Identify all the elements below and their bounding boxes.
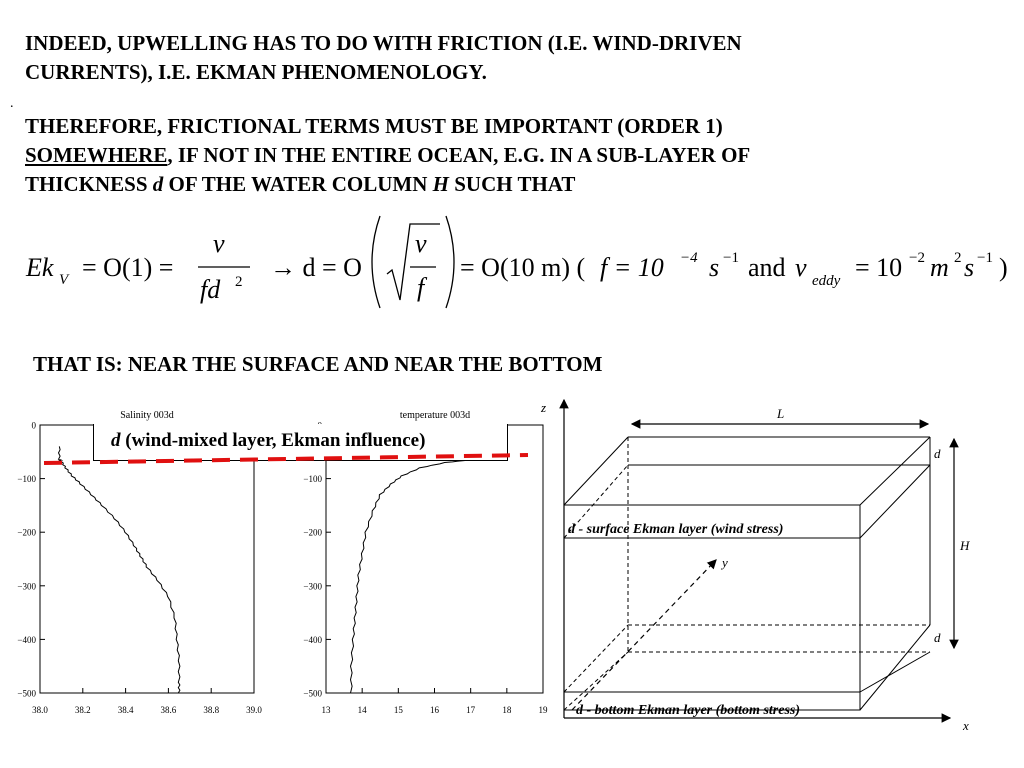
red-dashed-line <box>44 455 528 463</box>
f-exponent: −4 <box>680 250 698 266</box>
salinity-x-tick-label: 38.4 <box>117 705 134 715</box>
ekman-box-diagram <box>540 395 1024 740</box>
symbol-H: H <box>432 172 449 196</box>
temperature-x-tick-label: 15 <box>393 705 403 715</box>
y-axis <box>572 560 716 710</box>
temperature-x-tick-label: 17 <box>466 705 476 715</box>
mixed-layer-dashed-line <box>0 445 560 470</box>
salinity-y-tick-label: −100 <box>17 474 36 485</box>
sqrt-f: f <box>417 273 425 302</box>
temperature-x-tick-label: 18 <box>502 705 512 715</box>
salinity-x-tick-label: 39.0 <box>246 705 262 715</box>
line3-part-a: THICKNESS <box>25 172 153 196</box>
sqrt-sign <box>387 224 440 300</box>
symbol-d: d <box>152 172 164 196</box>
d-top-label: d <box>934 446 941 461</box>
H-label: H <box>960 538 970 553</box>
y-label: y <box>722 555 728 570</box>
fd-denominator: fd <box>200 275 221 304</box>
ten-exponent: −2 <box>909 250 925 266</box>
s-exponent: −1 <box>723 250 739 266</box>
closing-paren: ) <box>999 253 1008 282</box>
x-label: x <box>963 718 969 733</box>
salinity-x-tick-label: 38.2 <box>74 705 91 715</box>
z-label: z <box>541 400 547 415</box>
label-text: (wind-mixed layer, Ekman influence) <box>120 430 426 451</box>
temperature-x-tick-label: 19 <box>538 705 548 715</box>
label-d: d <box>111 430 121 451</box>
eq-order-one: = O(1) = <box>82 253 174 282</box>
eddy-subscript: eddy <box>812 273 841 289</box>
salinity-y-tick-label: −400 <box>17 634 36 645</box>
ekman-equation <box>0 210 1024 320</box>
paragraph-upwelling-line2: CURRENTS), I.E. EKMAN PHENOMENOLOGY. <box>25 60 487 84</box>
salinity-x-tick-label: 38.0 <box>32 705 48 715</box>
L-label: L <box>777 406 785 421</box>
temperature-title: temperature 003d <box>399 410 471 421</box>
ek-subscript: V <box>59 272 69 288</box>
nu-numerator: ν <box>213 229 225 258</box>
temperature-y-tick-label: −300 <box>303 581 322 592</box>
line3-part-b: OF THE WATER COLUMN <box>163 172 433 196</box>
square-exponent: 2 <box>235 274 243 290</box>
ek-symbol: Ek <box>26 253 54 282</box>
temperature-x-tick-label: 13 <box>321 705 331 715</box>
arrow-d-order: → d = O <box>270 253 362 282</box>
salinity-y-tick-label: −200 <box>17 527 36 538</box>
d-bottom-label: d <box>934 630 941 645</box>
salinity-profile-line <box>59 446 180 693</box>
nu-eddy: ν <box>795 253 807 282</box>
temperature-x-tick-label: 14 <box>357 705 367 715</box>
right-paren <box>446 216 454 308</box>
left-paren <box>372 216 380 308</box>
and-word: and <box>748 253 786 282</box>
temperature-y-tick-label: −100 <box>303 474 322 485</box>
paragraph-frictional-line2 <box>25 141 750 170</box>
temperature-y-tick-label: −400 <box>303 634 322 645</box>
eq-ten: = 10 <box>855 253 903 282</box>
bottom-ekman-label: d - bottom Ekman layer (bottom stress) <box>576 703 800 718</box>
temperature-y-tick-label: −500 <box>303 688 322 699</box>
s-unit-2: s <box>964 253 975 282</box>
paragraph-upwelling-line1: INDEED, UPWELLING HAS TO DO WITH FRICTION (I.E. WIND-DRIVEN <box>25 31 742 55</box>
salinity-y-tick-label: −300 <box>17 581 36 592</box>
sqrt-nu: ν <box>415 229 427 258</box>
paragraph-frictional-line3 <box>25 170 750 199</box>
line3-part-c: SUCH THAT <box>448 172 576 196</box>
m-exponent: 2 <box>954 250 962 266</box>
paragraph-frictional-terms <box>25 112 750 199</box>
line2-rest: , IF NOT IN THE ENTIRE OCEAN, E.G. IN A SUB-LAYER OF <box>167 143 751 167</box>
s-exponent-2: −1 <box>977 250 993 266</box>
salinity-y-tick-label: −500 <box>17 688 36 699</box>
s-unit: s <box>709 253 720 282</box>
stray-mark: . <box>10 96 14 111</box>
salinity-x-tick-label: 38.8 <box>203 705 220 715</box>
eq-order-ten: = O(10 m) ( <box>460 253 586 282</box>
paragraph-upwelling <box>25 29 742 87</box>
near-surface-bottom: THAT IS: NEAR THE SURFACE AND NEAR THE BOTTOM <box>33 352 603 376</box>
somewhere-underlined: SOMEWHERE <box>25 143 168 167</box>
f-equals: f = 10 <box>600 253 664 282</box>
salinity-title: Salinity 003d <box>120 410 174 421</box>
temperature-y-tick-label: −200 <box>303 527 322 538</box>
paragraph-frictional-line1: THEREFORE, FRICTIONAL TERMS MUST BE IMPORTANT (ORDER 1) <box>25 114 723 138</box>
m-unit: m <box>930 253 949 282</box>
salinity-x-tick-label: 38.6 <box>160 705 177 715</box>
surface-ekman-label: d - surface Ekman layer (wind stress) <box>568 522 784 537</box>
temperature-profile-line <box>351 452 500 693</box>
salinity-y-tick-label: 0 <box>31 420 36 431</box>
temperature-x-tick-label: 16 <box>430 705 439 715</box>
